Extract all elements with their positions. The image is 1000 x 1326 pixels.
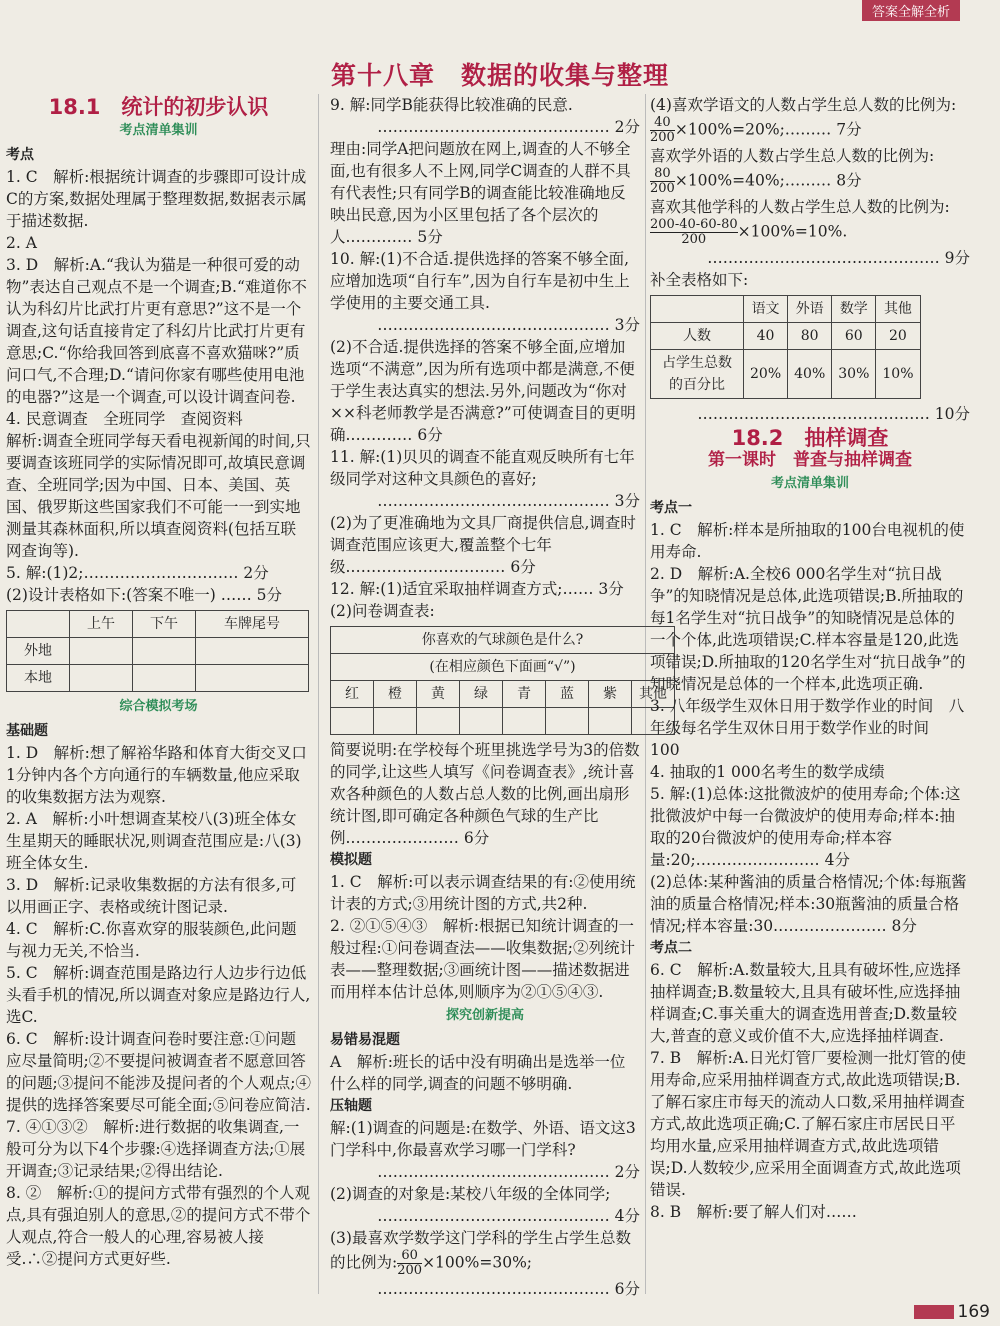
table-cell	[589, 708, 632, 735]
plate-table	[6, 610, 309, 692]
answer: 3. 八年级学生双休日用于数学作业的时间 八年级每名学生双休日用于数学作业的时间 100	[650, 697, 965, 759]
denominator: 200	[650, 130, 675, 145]
answer	[650, 116, 970, 145]
answer: 2. D 解析:A.全校6 000名学生对“抗日战争”的知晓情况是总体,此选项错误;B.所抽取的每1名学生对“抗日战争”的知晓情况是总体的一个个体,此选项错误;C.样本容量是120,此选项错误;D.所抽取的120名学生对“抗日战争”的知晓情况是总体的一个样本,此选项正确.	[650, 565, 966, 693]
table-cell: 数学	[832, 296, 876, 323]
table-cell	[133, 665, 196, 692]
column-3	[650, 94, 970, 1223]
numerator: 200-40-60-80	[650, 217, 738, 232]
table-cell	[651, 296, 744, 323]
answer-text: (3)最喜欢学数学这门学科的学生占学生总数的比例为:	[330, 1229, 631, 1272]
table-cell: 40%	[788, 350, 832, 399]
answer: 11. 解:(1)贝贝的调查不能直观反映所有七年级同学对这种文具颜色的喜好;	[330, 448, 635, 488]
answer: (2)总体:某种酱油的质量合格情况;个体:每瓶酱油的质量合格情况;样本:30瓶酱油的质量合格情况;样本容量:30.………………… 8分	[650, 873, 967, 935]
answer: 2. ②①⑤④③ 解析:根据已知统计调查的一般过程:①问卷调查法——收集数据;②列统计表——整理数据;③画统计图——描述数据进而用样本估计总体,则顺序为②①⑤④③.	[330, 917, 635, 1001]
page-number-bar	[914, 1305, 954, 1319]
table-cell: 蓝	[546, 681, 589, 708]
table-cell: 20	[876, 323, 920, 350]
numerator: 60	[397, 1249, 422, 1264]
band-title: 探究创新提高	[445, 1008, 524, 1023]
label: 考点二	[650, 940, 692, 956]
denominator: 200	[681, 232, 707, 247]
score: ……………………………………… 9分	[707, 249, 970, 267]
table-cell: 语文	[744, 296, 788, 323]
fraction-result: ×100%=30%;	[422, 1253, 533, 1272]
table-cell: 紫	[589, 681, 632, 708]
answer: 4. 抽取的1 000名考生的数学成绩	[650, 763, 885, 781]
table-cell	[70, 665, 133, 692]
table-cell: 外语	[788, 296, 832, 323]
table-cell: 下午	[133, 611, 196, 638]
answer: 8. ② 解析:①的提问方式带有强烈的个人观点,具有强迫别人的意思,②的提问方式不带个人观点,符合一般人的心理,容易被人接受.∴②提问方式更好些.	[6, 1184, 311, 1268]
label: 压轴题	[330, 1098, 372, 1114]
fraction	[650, 167, 675, 196]
answer: (2)问卷调查表:	[330, 602, 435, 620]
answer: 6. C 解析:A.数量较大,且具有破坏性,应选择抽样调查;B.数量较大,且具有破坏性,应选择抽样调查;C.事关重大的调查选用普查;D.数量较大,普查的意义或价值不大,应选择抽样调查.	[650, 961, 961, 1045]
answer: 5. 解:(1)2;………………………… 2分	[6, 564, 269, 582]
answer: 5. C 解析:调查范围是路边行人边步行边低头看手机的情况,所以调查对象应是路边行人,选C.	[6, 964, 311, 1026]
table-cell: 20%	[744, 350, 788, 399]
chapter-title: 第十八章 数据的收集与整理	[330, 61, 669, 90]
table-cell: 40	[744, 323, 788, 350]
table-cell: 60	[832, 323, 876, 350]
header-tag: 答案全解全析	[862, 0, 960, 21]
page-number	[914, 1302, 990, 1322]
answer: 5. 解:(1)总体:这批微波炉的使用寿命;个体:这批微波炉中每一台微波炉的使用寿命;样本:抽取的20台微波炉的使用寿命;样本容量:20;…………………… 4分	[650, 785, 961, 869]
table-cell: 本地	[7, 665, 70, 692]
score: ……………………………………… 6分	[377, 1280, 640, 1298]
table-cell: 青	[503, 681, 546, 708]
section-title: 18.2 抽样调查	[731, 426, 889, 450]
answer: 喜欢其他学科的人数占学生总人数的比例为:	[650, 198, 950, 216]
column-1	[6, 94, 311, 1270]
table-cell: 你喜欢的气球颜色是什么?	[331, 627, 675, 654]
label: 考点一	[650, 500, 692, 516]
table-cell: 绿	[460, 681, 503, 708]
table-cell	[7, 611, 70, 638]
label: 模拟题	[330, 852, 372, 868]
table-cell: 80	[788, 323, 832, 350]
table-cell: 其他	[632, 681, 675, 708]
answer: 4. 民意调查 全班同学 查阅资料	[6, 410, 243, 428]
table-cell: 外地	[7, 638, 70, 665]
answer: 7. B 解析:A.日光灯管厂要检测一批灯管的使用寿命,应采用抽样调查方式,故此选项错误;B.了解石家庄市每天的流动人口数,采用抽样调查方式,故此选项正确;C.了解石家庄市居民日平均用水量,应采用抽样调查方式,故此选项错误;D.人数较少,应采用全面调查方式,故此选项错误.	[650, 1049, 966, 1199]
answer: (2)调查的对象是:某校八年级的全体同学;	[330, 1185, 611, 1203]
score: ……………………………………… 3分	[377, 316, 640, 334]
table-cell	[460, 708, 503, 735]
band-title: 综合模拟考场	[119, 699, 198, 714]
numerator: 80	[650, 167, 675, 182]
table-cell	[331, 708, 374, 735]
answer: 简要说明:在学校每个班里挑选学号为3的倍数的同学,让这些人填写《问卷调查表》,统计喜欢各种颜色的人数占总人数的比例,画出扇形统计图,即可确定各种颜色气球的生产比例.………………… 6分	[330, 741, 640, 847]
table-cell	[133, 638, 196, 665]
answer: 4. C 解析:C.你喜欢穿的服装颜色,此问题与视力无关,不恰当.	[6, 920, 297, 960]
section-title: 18.1 统计的初步认识	[48, 95, 269, 119]
score: ……………………………………… 4分	[377, 1207, 640, 1225]
subject-table	[650, 295, 921, 399]
fraction	[650, 218, 738, 247]
answer: (2)设计表格如下:(答案不唯一) …… 5分	[6, 586, 282, 604]
answer: 8. B 解析:要了解人们对……	[650, 1203, 857, 1221]
numerator: 40	[650, 116, 675, 131]
answer: 9. 解:同学B能获得比较准确的民意.	[330, 96, 573, 114]
answer: 1. C 解析:样本是所抽取的100台电视机的使用寿命.	[650, 521, 965, 561]
table-cell: 人数	[651, 323, 744, 350]
denominator: 200	[397, 1263, 423, 1278]
answer: 3. D 解析:记录收集数据的方法有很多,可以用画正字、表格或统计图记录.	[6, 876, 297, 916]
answer: A 解析:班长的话中没有明确出是选举一位什么样的同学,调查的问题不够明确.	[330, 1053, 626, 1093]
table-cell	[196, 665, 309, 692]
answer: 2. A 解析:小叶想调查某校八(3)班全体女生星期天的睡眠状况,则调查范围应是:八(3)班全体女生.	[6, 810, 302, 872]
score: ……………………………………… 2分	[377, 1163, 640, 1181]
survey-table	[330, 626, 675, 735]
answer: 3. D 解析:A.“我认为猫是一种很可爱的动物”表达自己观点不是一个调查;B.“难道你不认为科幻片比武打片更有意思?”这不是一个调查,这句话直接肯定了科幻片比武打片更有意思;C.“你给我回答到底喜不喜欢猫咪?”质问口气,不合理;D.“请问你家有哪些使用电池的电器?”这是一个调查,可以设计调查问卷.	[6, 256, 307, 406]
answer: 1. D 解析:想了解裕华路和体育大街交叉口1分钟内各个方向通行的车辆数量,他应采取的收集数据方法为观察.	[6, 744, 307, 806]
answer: 1. C 解析:根据统计调查的步骤即可设计成C的方案,数据处理属于整理数据,数据表示属于描述数据.	[6, 168, 307, 230]
table-cell	[417, 708, 460, 735]
answer: 12. 解:(1)适宜采取抽样调查方式;…… 3分	[330, 580, 624, 598]
table-cell	[70, 638, 133, 665]
table-cell: 上午	[70, 611, 133, 638]
denominator: 200	[650, 181, 675, 196]
table-cell: 车牌尾号	[196, 611, 309, 638]
answer	[650, 167, 970, 196]
table-cell	[546, 708, 589, 735]
table-cell: 其他	[876, 296, 920, 323]
score: ……………………………………… 10分	[697, 405, 970, 423]
answer: 1. C 解析:可以表示调查结果的有:②使用统计表的方式;③用统计图的方式,共2种.	[330, 873, 636, 913]
table-cell: 占学生总数的百分比	[651, 350, 744, 399]
band-title: 考点清单集训	[770, 476, 849, 491]
fraction-result: ×100%=40%;……… 8分	[674, 171, 862, 190]
label: 考点	[6, 147, 34, 163]
band-title: 考点清单集训	[119, 123, 198, 138]
table-cell: 红	[331, 681, 374, 708]
answer: 解析:调查全班同学每天看电视新闻的时间,只要调查该班同学的实际情况即可,故填民意调查、全班同学;因为中国、日本、美国、英国、俄罗斯这些国家我们不可能一一到实地测量其森林面积,所以填查阅资料(包括互联网查询等).	[6, 432, 311, 560]
answer: (2)为了更准确地为文具厂商提供信息,调查时调查范围应该更大,覆盖整个七年级.………………………… 6分	[330, 514, 636, 576]
answer	[650, 218, 970, 247]
answer: (4)喜欢学语文的人数占学生总人数的比例为:	[650, 96, 957, 114]
page-number-text: 169	[957, 1302, 990, 1322]
score: ……………………………………… 2分	[377, 118, 640, 136]
answer: 补全表格如下:	[650, 271, 749, 289]
label: 易错易混题	[330, 1032, 400, 1048]
fraction-result: ×100%=20%;……… 7分	[674, 120, 862, 139]
fraction	[650, 116, 675, 145]
score: ……………………………………… 3分	[377, 492, 640, 510]
table-cell	[374, 708, 417, 735]
table-cell: 30%	[832, 350, 876, 399]
answer: 喜欢学外语的人数占学生总人数的比例为:	[650, 147, 935, 165]
answer	[330, 1227, 640, 1278]
answer: 解:(1)调查的问题是:在数学、外语、语文这3门学科中,你最喜欢学习哪一门学科?	[330, 1119, 636, 1159]
table-cell	[196, 638, 309, 665]
page-header	[0, 0, 1000, 22]
table-cell: 黄	[417, 681, 460, 708]
answer: (2)不合适.提供选择的答案不够全面,应增加选项“不满意”,因为所有选项中都是满意,不便于学生表达真实的想法.另外,问题改为“你对××科老师教学是否满意?”可使调查目的更明确.………… 6分	[330, 338, 636, 444]
subsection-title: 第一课时 普查与抽样调查	[708, 450, 912, 470]
label: 基础题	[6, 723, 48, 739]
table-cell	[503, 708, 546, 735]
table-cell: 10%	[876, 350, 920, 399]
answer: 2. A	[6, 234, 37, 252]
answer: 7. ④①③② 解析:进行数据的收集调查,一般可分为以下4个步骤:④选择调查方法;①展开调查;③记录结果;②得出结论.	[6, 1118, 306, 1180]
table-cell: 橙	[374, 681, 417, 708]
fraction-result: ×100%=10%.	[737, 222, 848, 241]
column-divider	[318, 94, 319, 1294]
fraction	[397, 1249, 422, 1278]
table-cell: (在相应颜色下面画“√”)	[331, 654, 675, 681]
answer: 6. C 解析:设计调查问卷时要注意:①问题应尽量简明;②不要提问被调查者不愿意回答的问题;③提问不能涉及提问者的个人观点;④提供的选择答案要尽可能全面;⑤问卷应简洁.	[6, 1030, 311, 1114]
answer: 理由:同学A把问题放在网上,调查的人不够全面,也有很多人不上网,同学C调查的人群不具有代表性;只有同学B的调查能比较准确地反映出民意,因为小区里包括了各个层次的人.………… 5分	[330, 140, 631, 246]
answer: 10. 解:(1)不合适.提供选择的答案不够全面,应增加选项“自行车”,因为自行车是初中生上学使用的主要交通工具.	[330, 250, 630, 312]
